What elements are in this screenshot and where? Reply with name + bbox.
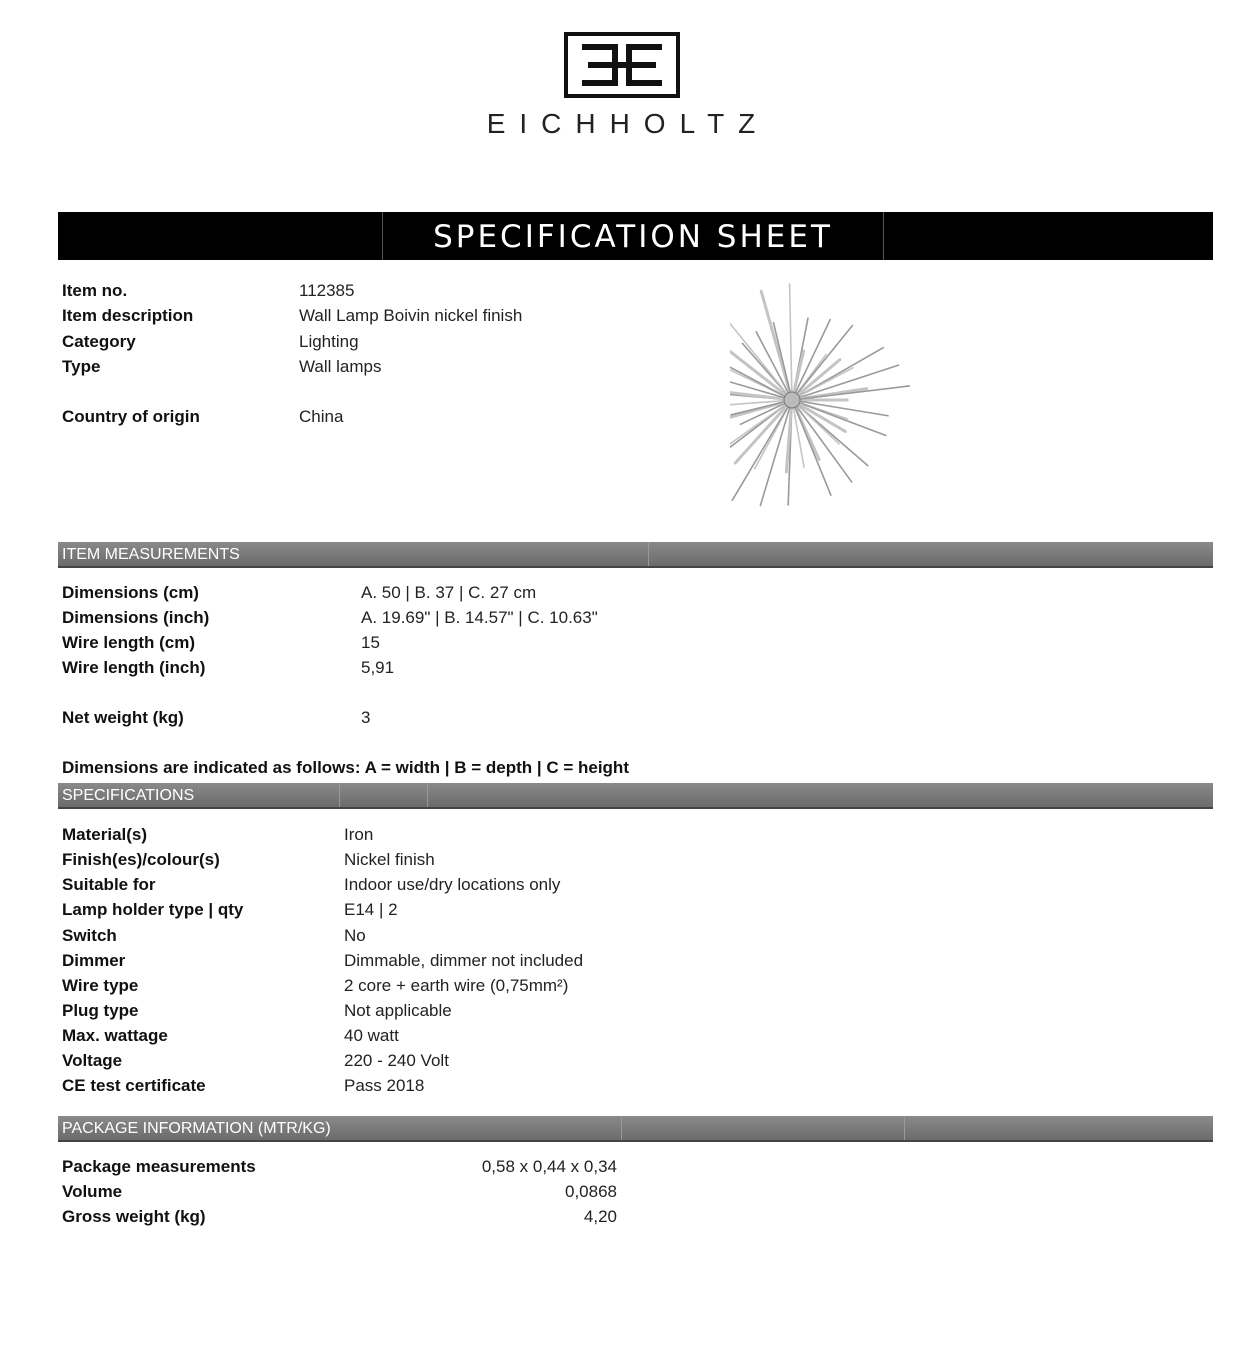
wire-length-cm-label: Wire length (cm): [62, 633, 196, 652]
title-bar: [58, 212, 1213, 260]
suitable-for-value: Indoor use/dry locations only: [344, 875, 561, 894]
header-divider: [621, 1116, 622, 1140]
header-divider: [648, 542, 649, 566]
volume-label: Volume: [62, 1182, 123, 1201]
item-measurements-header-text: ITEM MEASUREMENTS: [62, 546, 240, 563]
category-label: Category: [62, 332, 136, 351]
wire-length-inch-value: 5,91: [361, 658, 395, 677]
material-label: Material(s): [62, 825, 148, 844]
finish-label: Finish(es)/colour(s): [62, 850, 220, 869]
item-no-label: Item no.: [62, 281, 128, 300]
max-wattage-label: Max. wattage: [62, 1026, 168, 1045]
page-title: SPECIFICATION SHEET: [382, 212, 884, 260]
gross-weight-label: Gross weight (kg): [62, 1207, 206, 1226]
max-wattage-value: 40 watt: [344, 1026, 399, 1045]
specifications-header: [58, 783, 1213, 809]
type-value: Wall lamps: [299, 357, 382, 376]
dimmer-label: Dimmer: [62, 951, 126, 970]
gross-weight-value: 4,20: [583, 1207, 617, 1226]
plug-type-label: Plug type: [62, 1001, 139, 1020]
suitable-for-label: Suitable for: [62, 875, 156, 894]
package-measurements-label: Package measurements: [62, 1157, 256, 1176]
ce-certificate-label: CE test certificate: [62, 1076, 206, 1095]
wire-type-value: 2 core + earth wire (0,75mm²): [344, 976, 569, 995]
dimensions-inch-value: A. 19.69" | B. 14.57" | C. 10.63": [361, 608, 598, 627]
switch-label: Switch: [62, 926, 117, 945]
switch-value: No: [344, 926, 366, 945]
lamp-holder-value: E14 | 2: [344, 900, 398, 919]
specifications-header-text: SPECIFICATIONS: [62, 787, 195, 804]
country-label: Country of origin: [62, 407, 200, 426]
plug-type-value: Not applicable: [344, 1001, 452, 1020]
eichholtz-logo-icon: [564, 32, 680, 98]
brand-name: EICHHOLTZ: [486, 108, 770, 139]
item-description-label: Item description: [62, 306, 194, 325]
ce-certificate-value: Pass 2018: [344, 1076, 425, 1095]
package-measurements-value: 0,58 x 0,44 x 0,34: [481, 1157, 617, 1176]
material-value: Iron: [344, 825, 374, 844]
item-no-value: 112385: [299, 281, 355, 300]
wire-length-inch-label: Wire length (inch): [62, 658, 206, 677]
item-description-value: Wall Lamp Boivin nickel finish: [299, 306, 523, 325]
type-label: Type: [62, 357, 101, 376]
category-value: Lighting: [299, 332, 359, 351]
dimensions-note: Dimensions are indicated as follows: A = width | B = depth | C = height: [62, 758, 629, 777]
wire-type-label: Wire type: [62, 976, 139, 995]
voltage-value: 220 - 240 Volt: [344, 1051, 449, 1070]
item-measurements-header: [58, 542, 1213, 568]
volume-value: 0,0868: [565, 1182, 617, 1201]
net-weight-value: 3: [361, 708, 371, 727]
country-value: China: [299, 407, 344, 426]
dimensions-cm-value: A. 50 | B. 37 | C. 27 cm: [361, 583, 537, 602]
package-information-header: [58, 1116, 1213, 1142]
dimensions-inch-label: Dimensions (inch): [62, 608, 210, 627]
dimensions-cm-label: Dimensions (cm): [62, 583, 199, 602]
header-divider: [427, 783, 428, 807]
wire-length-cm-value: 15: [361, 633, 380, 652]
header-divider: [339, 783, 340, 807]
lamp-holder-label: Lamp holder type | qty: [62, 900, 244, 919]
header-divider: [904, 1116, 905, 1140]
sputnik-wall-lamp-image: [730, 282, 910, 527]
finish-value: Nickel finish: [344, 850, 435, 869]
dimmer-value: Dimmable, dimmer not included: [344, 951, 584, 970]
voltage-label: Voltage: [62, 1051, 123, 1070]
package-information-header-text: PACKAGE INFORMATION (MTR/KG): [62, 1120, 331, 1137]
net-weight-label: Net weight (kg): [62, 708, 184, 727]
